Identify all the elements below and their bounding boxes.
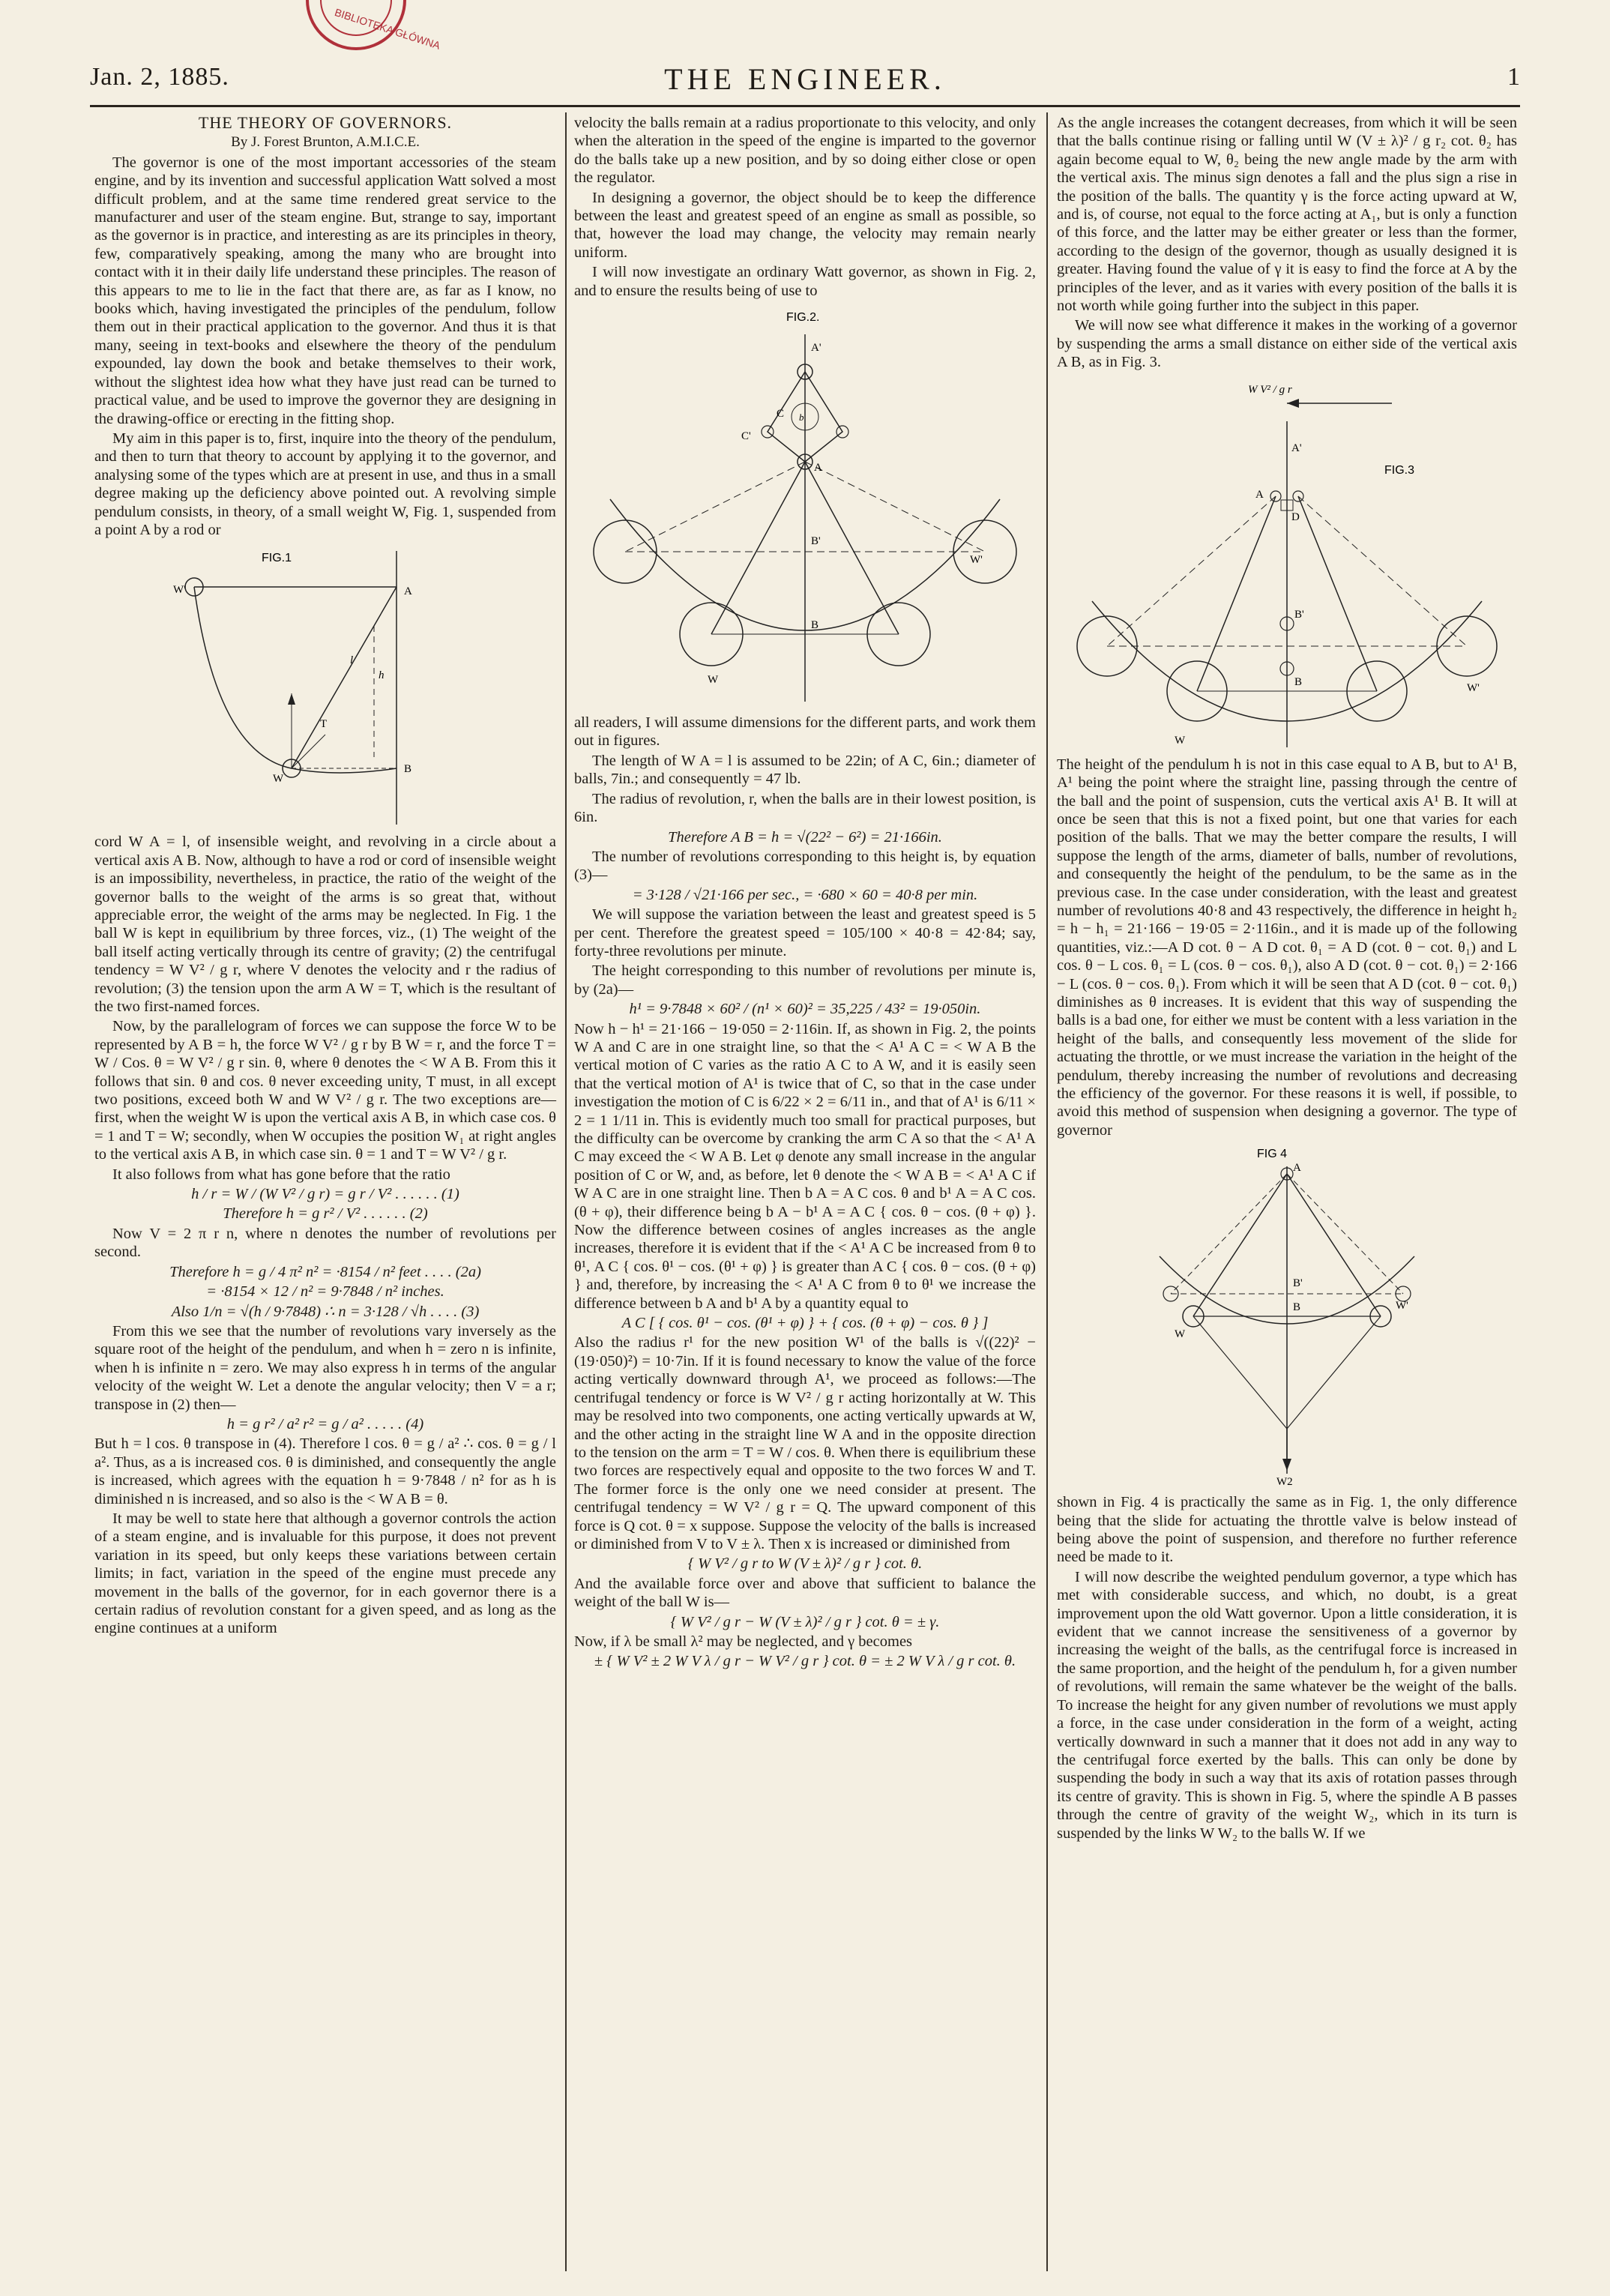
figure-2-point-label: W	[708, 674, 719, 687]
figure-1-point-label: l	[350, 654, 354, 667]
figure-3-point-label: A	[1255, 488, 1264, 501]
figure-3-point-label: W	[1175, 734, 1186, 747]
figure-4-point-label: W	[1175, 1328, 1186, 1341]
figure-4-point-label: B	[1293, 1301, 1301, 1314]
equation-1: h / r = W / (W V² / g r) = g r / V² . . . . . . (1)	[191, 1186, 459, 1203]
page-header	[90, 52, 1520, 105]
figure-3-point-label: D	[1291, 510, 1300, 523]
figure-3-label: FIG.3	[1384, 463, 1415, 477]
paragraph: Now h − h¹ = 21·166 − 19·050 = 2·116in. If, as shown in Fig. 2, the points W A and C are in one straight line, so that the < A¹ A C = < W A B the vertical motion of C varies as the ratio A C to A W, and it is easily seen that the vertical motion of A¹ is twice that of C, so that in the case under investigation the motion of C is 6/22 × 2 = 6/11 in., and that of A¹ is 6/11 × 2 = 1 1/11 in. This is evidently much too small for practical purposes, but the difficulty can be overcome by cranking the arm C A so that the < A¹ A C may exceed the < W A B. Let φ denote any small increase in the angular position of C or W, and, as before, let θ denote the < W A B = < A¹ A C if W A C are in one straight line. Then b A = A C cos. θ and b¹ A = A C cos. (θ + φ), their difference being b A − b¹ A = A C { cos. θ − cos. (θ + φ) }. Now the difference between cosines of angles increases as the angle increases, therefore it is evident that if the < A¹ A C be increased from θ to θ¹, A C { cos. θ¹ − cos. (θ¹ + φ) } is greater than A C { cos. θ − cos. (θ + φ) } and, therefore, by increasing the < A¹ A C from θ to θ¹ we increase the difference between b A and b¹ A by a quantity equal to	[574, 1020, 1036, 1312]
paragraph: We will now see what difference it makes in the working of a governor by suspending the arms a small distance on either side of the vertical axis A B, as in Fig. 3.	[1057, 317, 1517, 371]
figure-3-point-label: W'	[1467, 681, 1480, 694]
column-rule-1	[565, 112, 567, 2271]
equation: ± { W V² ± 2 W V λ / g r − W V² / g r } cot. θ = ± 2 W V λ / g r cot. θ.	[594, 1653, 1016, 1670]
page-number: 1	[1507, 63, 1520, 91]
paragraph: I will now investigate an ordinary Watt governor, as shown in Fig. 2, and to ensure the results being of use to	[574, 264, 1036, 299]
equation-2: Therefore h = g r² / V² . . . . . . (2)	[223, 1205, 428, 1223]
paragraph: In designing a governor, the object should be to keep the difference between the least and greatest speed of an engine as small as possible, so that, however the load may change, the velocity may remain nearly uniform.	[574, 189, 1036, 261]
paragraph: The governor is one of the most important accessories of the steam engine, and by its invention and successful application Watt solved a most difficult problem, and at the same time rendered great service to the manufacturer and user of the steam engine. But, strange to say, important as the governor is in practice, and interesting as are its principles in theory, few, comparatively speaking, among the many who are brought into contact with it in their daily life understand these principles. The reason of this appears to me to lie in the fact that there are, as far as I know, no books which, having investigated the principles of the pendulum, follow them out in their practical application to the governor. And thus it is that many, seeing in text-books and elsewhere the theory of the pendulum expounded, lay down the book and betake themselves to their work, without the slightest idea how what they have just read can be turned to practical value, and be used to improve the governor they are designing in the drawing-office or erecting in the fitting shop.	[94, 154, 556, 427]
paragraph: Now, if λ be small λ² may be neglected, and γ becomes	[574, 1633, 913, 1650]
figure-1-point-label: B	[404, 763, 412, 776]
paragraph: My aim in this paper is to, first, inquire into the theory of the pendulum, and then to turn that theory to account by applying it to the governor, and analysing some of the types which are at present in use, and thus in a small degree making up the deficiency above pointed out. A revolving simple pendulum consists, in theory, of a small weight W, Fig. 1, suspended from a point A by a rod or	[94, 430, 556, 538]
column-2	[574, 114, 1036, 2273]
column-rule-2	[1046, 112, 1048, 2271]
figure-1-point-label: A	[404, 585, 412, 598]
equation-3: Also 1/n = √(h / 9·7848) ∴ n = 3·128 / √h . . . . (3)	[171, 1303, 480, 1320]
figure-3-point-label: B'	[1294, 608, 1304, 621]
masthead: THE ENGINEER.	[664, 62, 946, 96]
figure-4-point-label: W2	[1276, 1476, 1293, 1489]
figure-2-diagram	[580, 304, 1030, 709]
figure-3-diagram	[1062, 376, 1512, 751]
article-title: THE THEORY OF GOVERNORS.	[198, 113, 453, 132]
equation-2a: Therefore h = g / 4 π² n² = ·8154 / n² feet . . . . (2a)	[169, 1263, 481, 1280]
figure-4-diagram	[1130, 1144, 1444, 1489]
article-byline: By J. Forest Brunton, A.M.I.C.E.	[231, 134, 420, 151]
figure-1-diagram	[149, 543, 501, 828]
paragraph: cord W A = l, of insensible weight, and revolving in a circle about a vertical axis A B. Now, although to have a rod or cord of insensible weight is an impossibility, nevertheless, in practice, the ratio of the weight of the governor balls to the weight of the arms is so great that, without appreciable error, the weight of the arms may be neglected. In Fig. 1 the ball W is kept in equilibrium by three forces, viz., (1) The weight of the ball itself acting vertically through its centre of gravity; (2) the centrifugal tendency = W V² / g r, where V denotes the velocity and r the radius of revolution; (3) the tension upon the arm A W = T, which is the resultant of the two first-named forces.	[94, 834, 556, 1015]
figure-2-point-label: W'	[970, 554, 983, 567]
figure-3-point-label: B	[1294, 675, 1303, 688]
figure-4-label: FIG 4	[1257, 1148, 1288, 1161]
equation: = 3·128 / √21·166 per sec., = ·680 × 60 = 40·8 per min.	[632, 886, 978, 903]
issue-date: Jan. 2, 1885.	[90, 63, 229, 91]
equation: A C [ { cos. θ¹ − cos. (θ¹ + φ) } + { cos. (θ + φ) − cos. θ } ]	[621, 1315, 989, 1332]
figure-2-point-label: C	[777, 408, 785, 421]
figure-2-point-label: A	[814, 462, 822, 474]
figure-3-point-label: A'	[1291, 442, 1302, 454]
paragraph: shown in Fig. 4 is practically the same as in Fig. 1, the only difference being that the slide for actuating the throttle valve is below instead of being above the point of suspension, and therefore no further reference need be made to it.	[1057, 1494, 1517, 1566]
paragraph: The radius of revolution, r, when the balls are in their lowest position, is 6in.	[574, 790, 1036, 826]
stamp-text: BIBLIOTEKA GŁÓWNA	[333, 6, 442, 52]
paragraph: The height corresponding to this number of revolutions per minute is, by (2a)—	[574, 962, 1036, 998]
figure-4-point-label: W'	[1396, 1300, 1408, 1313]
paragraph: We will suppose the variation between the least and greatest speed is 5 per cent. Therefore the greatest speed = 105/100 × 40·8 = 42·84; say, forty-three revolutions per minute.	[574, 906, 1036, 959]
equation: h¹ = 9·7848 × 60² / (n¹ × 60)² = 35,225 / 43² = 19·050in.	[629, 1001, 981, 1018]
equation: { W V² / g r to W (V ± λ)² / g r } cot. θ.	[687, 1555, 923, 1573]
equation-4: h = g r² / a² r² = g / a² . . . . . (4)	[226, 1415, 424, 1432]
paragraph: The length of W A = l is assumed to be 22in; of A C, 6in.; diameter of balls, 7in.; and consequently = 47 lb.	[574, 752, 1036, 788]
figure-1-point-label: T	[320, 718, 328, 731]
header-rule	[90, 105, 1520, 107]
paragraph: Now V = 2 π r n, where n denotes the number of revolutions per second.	[94, 1225, 556, 1261]
figure-4-point-label: A	[1293, 1162, 1301, 1175]
figure-1-point-label: W'	[173, 584, 186, 597]
paragraph: It may be well to state here that although a governor controls the action of a steam engine, and is invaluable for this purpose, it does not prevent variation in its speed, but only keeps these variations between certain limits; in fact, variation in the speed of the engine must precede any movement in the balls of the governor, for in each governor there is a certain radius of revolution constant for a given speed, and as long as the engine continues at a uniform	[94, 1510, 556, 1637]
column-3	[1057, 114, 1517, 2273]
figure-2-label: FIG.2.	[786, 311, 820, 325]
paragraph: Now, by the parallelogram of forces we can suppose the force W to be represented by A B = h, the force W V² / g r by B W = r, and the force T = W / Cos. θ = W V² / g r sin. θ, where θ denotes the < W A B. From this it follows that sin. θ and cos. θ never exceeding unity, T must, in all except two positions, exceed both W and W V² / g r. The two exceptions are—first, when the weight W is upon the vertical axis A B, in which case cos. θ = 1 and T = W; secondly, when W occupies the position W₁ at right angles to the vertical axis A B, in which case sin. θ = 1 and T = W V² / g r.	[94, 1018, 556, 1163]
paragraph: As the angle increases the cotangent decreases, from which it will be seen that the balls continue rising or falling until W (V ± λ)² / g r₂ cot. θ₂ has again become equal to W, θ₂ being the new angle made by the arm with the vertical axis. The minus sign denotes a fall and the plus sign a rise in the position of the balls. The quantity γ is the force acting upward at W, and is, of course, not equal to the force acting at A₁, but is only a function of this force, and the latter may be either greater or less than the former, according to the design of the governor, though as usually designed it is greater. Having found the value of γ it is easy to find the force at A by the principles of the lever, and as it varies with every position of the balls it is not worth while going further into the subject in this paper.	[1057, 115, 1517, 315]
paragraph: The height of the pendulum h is not in this case equal to A B, but to A¹ B, A¹ being the point where the straight line, passing through the centre of the ball and the point of suspension, cuts the vertical axis A¹ B. It will at once be seen that this is not a fixed point, but one that varies for each position of the balls. That we may the better compare the results, I will suppose the length of the arms, diameter of balls, number of revolutions, and consequently the height of the pendulum, to be the same as in the previous case. In the case under consideration, with the least and greatest number of revolutions 40·8 and 43 respectively, the difference in height h₂ = h − h₁ = 21·166 − 19·05 = 2·116in., and it is made up of the following quantities, viz.:—A D cot. θ − A D cot. θ₁ = A D (cot. θ − cot. θ₁) and L cos. θ − L cos. θ₁ = L (cos. θ − cos. θ₁), also A D (cot. θ − cot. θ₁) = 2·166 − L (cos. θ − cos. θ₁). From which it will be seen that A D (cot. θ − cot. θ₁) diminishes as θ increases. It is evident that this way of suspending the balls is a bad one, for either we must be content with a less variation in the height of the balls, and consequently less movement of the slide for actuating the throttle, or we must increase the variation in the height of the pendulum, thereby increasing the number of revolutions and decreasing the efficiency of the governor. For these reasons it is well, if possible, to avoid this method of suspension when designing a governor. The type of governor	[1057, 756, 1517, 1139]
figure-1-point-label: W	[273, 773, 284, 786]
paragraph: The number of revolutions corresponding to this height is, by equation (3)—	[574, 848, 1036, 884]
figure-1-label: FIG.1	[262, 552, 292, 565]
library-stamp	[300, 0, 442, 52]
column-1	[94, 114, 556, 2273]
figure-2-point-label: B'	[811, 535, 821, 548]
equation: { W V² / g r − W (V ± λ)² / g r } cot. θ = ± γ.	[670, 1613, 940, 1630]
figure-4-point-label: B'	[1293, 1277, 1303, 1290]
paragraph: all readers, I will assume dimensions for the different parts, and work them out in figures.	[574, 714, 1036, 750]
figure-2-point-label: C'	[741, 430, 751, 443]
figure-2-point-label: A'	[811, 342, 821, 355]
figure-1-point-label: h	[379, 669, 385, 682]
figure-2-point-label: b	[799, 412, 804, 424]
paragraph: It also follows from what has gone before that the ratio	[112, 1166, 450, 1183]
paragraph: And the available force over and above that sufficient to balance the weight of the ball W is—	[574, 1575, 1036, 1611]
equation-2b: = ·8154 × 12 / n² = 9·7848 / n² inches.	[206, 1283, 444, 1301]
paragraph: I will now describe the weighted pendulum governor, a type which has met with considerable success, and which, no doubt, is a great improvement upon the old Watt governor. Upon a little consideration, it is evident that we cannot increase the sensitiveness of a governor by increasing the weight of the balls, as the centrifugal force is increased in the same proportion, and the height of the pendulum h, for a given number of revolutions, will remain the same whatever be the weight of the balls. To increase the height for any given number of revolutions we must apply a force, in the case under consideration in the form of a weight, acting vertically downward in such a manner that it does not add in any way to the centrifugal force exerted by the balls. This can only be done by suspending the body in such a way that its axis of rotation passes through its centre of gravity. This is shown in Fig. 5, where the spindle A B passes through the centre of gravity of the weight W₂, which in its turn is suspended by the links W W₂ to the balls W. If we	[1057, 1568, 1517, 1842]
paragraph: From this we see that the number of revolutions vary inversely as the square root of the height of the pendulum, and when h = zero n is infinite, when h is infinite n = zero. We may also express h in terms of the angular velocity of the weight W. Let a denote the angular velocity; then V = a r; transpose in (2) then—	[94, 1322, 556, 1413]
paragraph: velocity the balls remain at a radius proportionate to this velocity, and only when the alteration in the speed of the engine is imparted to the governor do the balls take up a new position, and by so doing either close or open the regulator.	[574, 115, 1036, 187]
figure-2-point-label: B	[811, 619, 819, 632]
paragraph: But h = l cos. θ transpose in (4). Therefore l cos. θ = g / a² ∴ cos. θ = g / l a². Thus, as a is increased cos. θ is diminished, and consequently the angle is increased, which agrees with the equation h = 9·7848 / n² for as h is diminished n is increased, and so also is the < W A B = θ.	[94, 1435, 556, 1507]
equation: Therefore A B = h = √(22² − 6²) = 21·166in.	[668, 828, 942, 846]
paragraph: Also the radius r¹ for the new position W¹ of the balls is √((22)² − (19·050)²) = 10·7in. If it is found necessary to know the value of the force acting vertically downward through A¹, we proceed as follows:—The centrifugal tendency or force is W V² / g r acting horizontally at W. This may be resolved into two components, one acting vertically upwards at W, and the other acting in the straight line W A and in the opposite direction to the tension on the arm = T = W / cos. θ. When there is equilibrium these two forces are respectively equal and opposite to the two forces W and T. The former force is the only one we need consider at present. The centrifugal tendency = W V² / g r = Q. The upward component of this force is Q cot. θ = x suppose. Suppose the velocity of the balls is increased or diminished from V to V ± λ. Then x is increased or diminished from	[574, 1334, 1036, 1552]
figure-3-force-label: W V² / g r	[1248, 383, 1292, 396]
